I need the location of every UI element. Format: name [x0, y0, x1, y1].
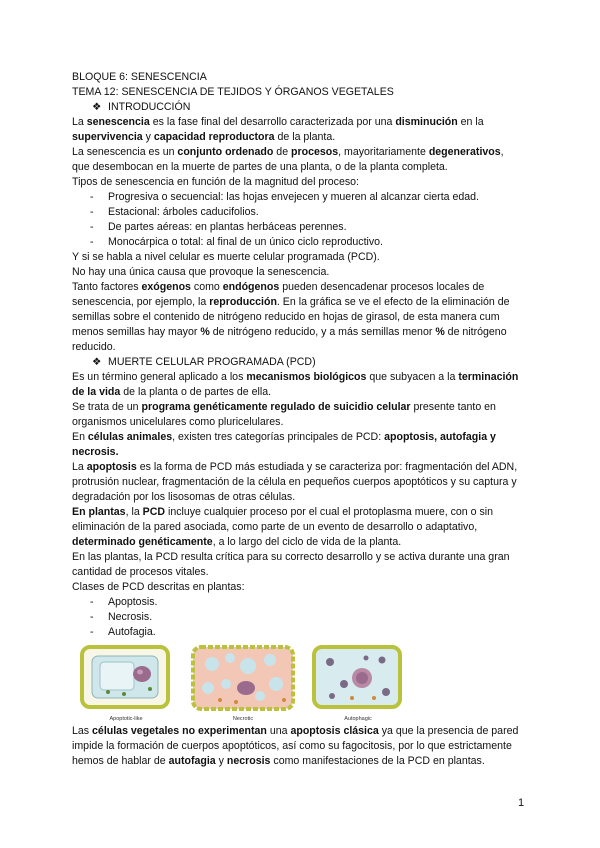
page-number: 1	[518, 797, 525, 809]
section-pcd: ❖ MUERTE CELULAR PROGRAMADA (PCD)	[92, 356, 316, 368]
list-item: - Estacional: árboles caducifolios.	[72, 205, 524, 220]
paragraph-pcd-termino: Es un término general aplicado a los mecanismos biológicos que subyacen a la terminación de la vida de la planta o de partes de ella.	[72, 371, 519, 398]
figure-necrotic	[190, 644, 296, 722]
tipos-intro: Tipos de senescencia en función de la magnitud del proceso:	[72, 176, 359, 188]
tipos-list	[72, 190, 524, 250]
list-item: - Monocárpica o total: al final de un único ciclo reproductivo.	[72, 235, 524, 250]
paragraph-pcd-level: Y si se habla a nivel celular es muerte celular programada (PCD).	[72, 251, 380, 263]
paragraph-celulas-animales: En células animales, existen tres categorías principales de PCD: apoptosis, autofagia y necrosis.	[72, 431, 496, 458]
clases-intro: Clases de PCD descritas en plantas:	[72, 581, 245, 593]
list-item: - Autofagia.	[72, 625, 524, 640]
list-item: - Necrosis.	[72, 610, 524, 625]
block-title: BLOQUE 6: SENESCENCIA	[72, 71, 207, 83]
figure-label-necrotic: Necrotic	[232, 716, 254, 722]
pcd-figures	[72, 644, 524, 722]
paragraph-en-plantas: En plantas, la PCD incluye cualquier proceso por el cual el protoplasma muere, con o sin eliminación de la pared asociada, como parte de un evento de desarrollo o adaptativo, determinado genéticamente, a lo largo del ciclo de vida de la planta.	[72, 506, 494, 548]
section-introduccion: ❖ INTRODUCCIÓN	[92, 101, 191, 113]
paragraph-pcd-critica: En las plantas, la PCD resulta crítica para su correcto desarrollo y se activa durante una gran cantidad de procesos vitales.	[72, 551, 510, 578]
topic-title: TEMA 12: SENESCENCIA DE TEJIDOS Y ÓRGANOS VEGETALES	[72, 86, 394, 98]
paragraph-senescencia-definition: La senescencia es la fase final del desarrollo caracterizada por una disminución en la supervivencia y capacidad reproductora de la planta.	[72, 116, 484, 143]
paragraph-causa: No hay una única causa que provoque la senescencia.	[72, 266, 330, 278]
figure-label-autophagic: Autophagic	[344, 716, 372, 722]
list-item: - De partes aéreas: en plantas herbáceas perennes.	[72, 220, 524, 235]
document-page	[72, 70, 524, 769]
clases-list	[72, 595, 524, 640]
autophagic-cell-illustration	[312, 644, 404, 714]
paragraph-apoptosis: La apoptosis es la forma de PCD más estudiada y se caracteriza por: fragmentación del ADN, protrusión nuclear, fragmentación de la célula en pequeños cuerpos apoptóticos y su captura y degradación por los lisosomas de otras células.	[72, 461, 518, 503]
diamond-bullet-icon: ❖	[92, 356, 102, 368]
list-item: - Apoptosis.	[72, 595, 524, 610]
apoptotic-cell-illustration	[80, 644, 172, 714]
paragraph-senescencia-procesos: La senescencia es un conjunto ordenado de procesos, mayoritariamente degenerativos, que desembocan en la muerte de partes de una planta, o de la planta completa.	[72, 146, 504, 173]
figure-label-apoptotic: Apoptotic-like	[109, 716, 143, 722]
paragraph-factores: Tanto factores exógenos como endógenos pueden desencadenar procesos locales de senescencia, por ejemplo, la reproducción. En la gráfica se ve el efecto de la eliminación de semillas sobre el contenido de nitrógeno reducido en hojas de girasol, de esta manera cum menos semillas hay mayor % de nitrógeno reducido, y a más semillas menor % de nitrógeno reducido.	[72, 281, 510, 353]
paragraph-celulas-vegetales: Las células vegetales no experimentan una apoptosis clásica ya que la presencia de pared impide la formación de cuerpos apoptóticos, así como su fagocitosis, por lo que estrictamente hemos de hablar de autofagia y necrosis como manifestaciones de la PCD en plantas.	[72, 725, 519, 767]
diamond-bullet-icon: ❖	[92, 101, 102, 113]
figure-autophagic	[312, 644, 404, 722]
paragraph-pcd-programa: Se trata de un programa genéticamente regulado de suicidio celular presente tanto en organismos unicelulares como pluricelulares.	[72, 401, 496, 428]
necrotic-cell-illustration	[190, 644, 296, 714]
figure-apoptotic	[80, 644, 172, 722]
list-item: - Progresiva o secuencial: las hojas envejecen y mueren al alcanzar cierta edad.	[72, 190, 524, 205]
